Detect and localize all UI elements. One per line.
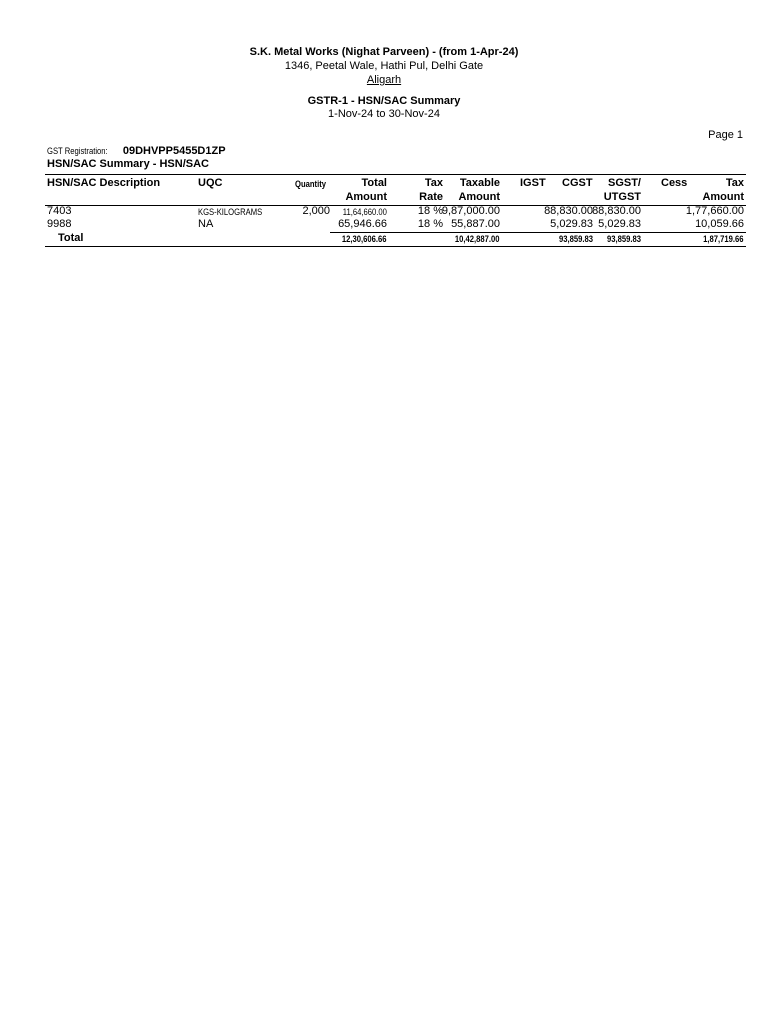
col-cess: Cess [661, 177, 688, 189]
row-cgst: 5,029.83 [550, 218, 593, 230]
company-address: 1346, Peetal Wale, Hathi Pul, Delhi Gate [284, 60, 484, 72]
subtotal-rule [330, 232, 746, 233]
col-sgst-1: SGST/ [607, 177, 641, 189]
total-tax-amount: 1,87,719.66 [703, 234, 744, 244]
col-tax-rate-2: Rate [419, 191, 443, 203]
col-total-amount-1: Total [361, 177, 387, 189]
row-tax-amount: 1,77,660.00 [685, 205, 744, 217]
col-hsn: HSN/SAC Description [47, 177, 161, 189]
col-tax-rate-1: Tax [424, 177, 443, 189]
row-uqc: KGS-KILOGRAMS [198, 207, 263, 217]
col-sgst-2: UTGST [603, 191, 641, 203]
total-label: Total [58, 232, 84, 244]
section-title: HSN/SAC Summary - HSN/SAC [47, 158, 209, 170]
col-total-amount-2: Amount [345, 191, 387, 203]
row-hsn: 7403 [47, 205, 72, 217]
total-sgst: 93,859.83 [606, 234, 641, 244]
row-taxable: 55,887.00 [451, 218, 500, 230]
report-title: GSTR-1 - HSN/SAC Summary [307, 95, 461, 107]
col-taxable-1: Taxable [459, 177, 500, 189]
row-sgst: 88,830.00 [592, 205, 641, 217]
gst-registration-value: 09DHVPP5455D1ZP [122, 145, 226, 157]
row-total-amount: 11,64,660.00 [342, 207, 387, 217]
row-tax-rate: 18 % [417, 218, 443, 230]
page-number: Page 1 [708, 129, 743, 141]
col-quantity: Quantity [295, 179, 327, 189]
total-amount: 12,30,606.66 [342, 234, 387, 244]
header-top-rule [45, 174, 746, 175]
col-cgst: CGST [562, 177, 593, 189]
company-city: Aligarh [366, 74, 402, 86]
col-tax-amount-1: Tax [725, 177, 744, 189]
total-taxable: 10,42,887.00 [455, 234, 500, 244]
row-hsn: 9988 [47, 218, 72, 230]
total-bottom-rule [45, 246, 746, 247]
col-tax-amount-2: Amount [702, 191, 744, 203]
row-quantity: 2,000 [302, 205, 330, 217]
report-period: 1-Nov-24 to 30-Nov-24 [328, 108, 440, 120]
gst-registration [47, 141, 226, 159]
row-cgst: 88,830.00 [544, 205, 593, 217]
row-total-amount: 65,946.66 [338, 218, 387, 230]
col-uqc: UQC [198, 177, 223, 189]
col-taxable-2: Amount [458, 191, 500, 203]
row-sgst: 5,029.83 [598, 218, 641, 230]
row-uqc: NA [198, 218, 214, 230]
total-cgst: 93,859.83 [558, 234, 593, 244]
row-taxable: 9,87,000.00 [441, 205, 500, 217]
col-igst: IGST [520, 177, 546, 189]
company-name: S.K. Metal Works (Nighat Parveen) - (from 1-Apr-24) [249, 46, 519, 58]
row-tax-amount: 10,059.66 [695, 218, 744, 230]
row-tax-rate: 18 % [417, 205, 443, 217]
gst-registration-label: GST Registration: [47, 146, 108, 156]
